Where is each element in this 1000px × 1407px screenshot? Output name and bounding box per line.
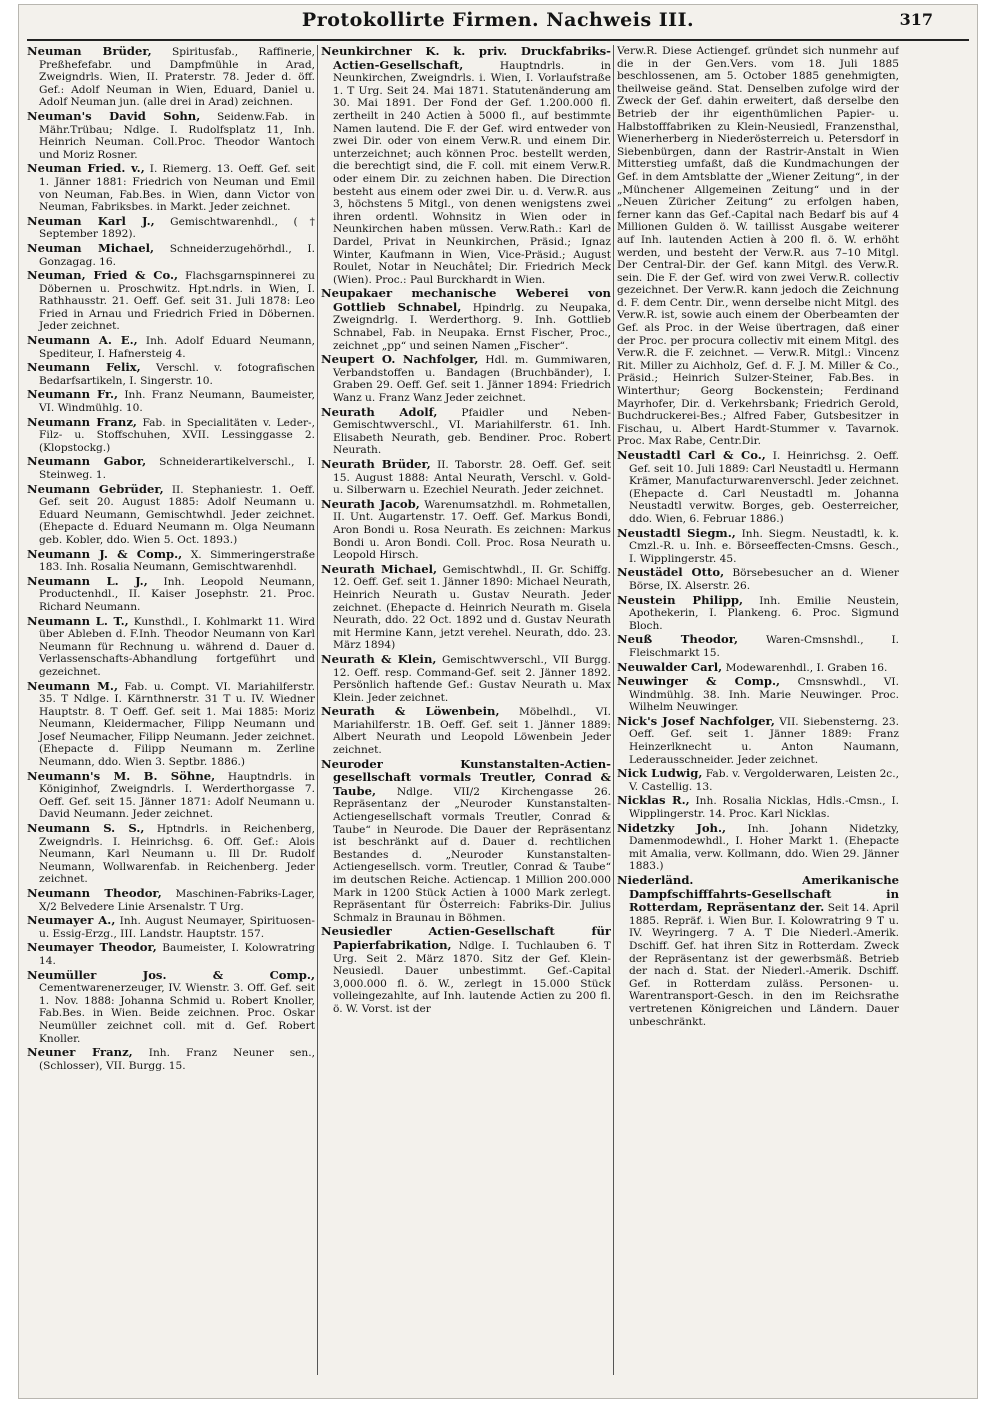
directory-entry xyxy=(321,498,611,562)
entry-text: Flachsgarnspinnerei zu Döbernen u. Proschwitz. Hpt.ndrls. in Wien, I. Rathhausstr. 21. Oeff. Gef. seit 31. Juli 1878: Leo Fried in Arnau und Friedrich Fried in Döbernen. Jeder zeichnet. xyxy=(39,270,315,333)
page-title: Protokollirte Firmen. Nachweis III. xyxy=(301,9,695,31)
directory-entry xyxy=(321,458,611,497)
entry-text: Verw.R. Diese Actiengef. gründet sich nunmehr auf die in der Gen.Vers. vom 18. Juli 1885 beschlossenen, am 5. October 1885 genehmigten, theilweise geänd. Stat. Denselben zufolge wird der Zweck der Gef. dahin erweitert, daß derselbe den Betrieb der ihr eigenthümlichen Papier- u. Halbstofffabriken zu Klein-Neusiedl, Franzensthal, Wienerherberg in Niederösterreich u. Petersdorf in Siebenbürgen, dann der Rastrir-Anstalt in Wien Mitterstieg umfaßt, daß die Kundmachungen der Gef. in dem Amtsblatte der „Wiener Zeitung“, in der „Münchener Allgemeinen Zeitung“ und in der „Neuen Züricher Zeitung“ zu erfolgen haben, ferner kann das Gef.-Capital nach Bedarf bis auf 4 Millionen Gulden ö. W. taillisst Ausgabe weiterer auf Inh. lautenden Actien à 200 fl. ö. W. erhöht werden, und besteht der Verw.R. aus 7–10 Mitgl. Der Central-Dir. der Gef. kann Mitgl. des Verw.R. sein. Die F. der Gef. wird von zwei Verw.R. collectiv gezeichnet. Der Verw.R. kann jedoch die Zeichnung d. F. dem Centr. Dir., wenn derselbe nicht Mitgl. des Verw.R. ist, sowie auch einem der Oberbeamten der Gef. als Proc. in der Weise übertragen, daß einer der Proc. per procura collectiv mit einem Mitgl. des Verw.R. die F. zeichnet. — Verw.R. Mitgl.: Vincenz Rit. Miller zu Aichholz, Gef. d. F. J. M. Miller & Co., Präsid.; Heinrich Sulzer-Steiner, Fab.Bes. in Winterthur; Georg Bockenstein; Ferdinand Mayrhofer, Dir. d. Verkehrsbank; Friedrich Gerold, Buchdruckerei-Bes.; Alfred Faber, Gutsbesitzer in Fischau, u. Albert Hardt-Stummer v. Tavarnok. Proc. Max Rabe, Centr.Dir. xyxy=(617,45,899,448)
column-right xyxy=(617,45,899,1375)
firm-name: Neuman, Fried & Co., xyxy=(27,268,179,283)
firm-name: Neumüller Jos. & Comp., xyxy=(27,967,315,982)
entry-text: Hauptndrls. in Königinhof, Zweigndrls. I. Werderthorgasse 7. Oeff. Gef. seit 15. Jänner 1871: Adolf Neumann u. David Neumann. Jeder zeichnet. xyxy=(39,770,315,821)
directory-entry xyxy=(617,822,899,873)
entry-text: Inh. Emilie Neustein, Apothekerin, I. Plankeng. 6. Proc. Sigmund Bloch. xyxy=(629,594,899,632)
entry-text: Fab. in Specialitäten v. Leder-, Filz- u. Stoffschuhen, XVII. Lessinggasse 2. (Klopstockg.) xyxy=(39,416,315,454)
column-left xyxy=(27,45,315,1375)
entry-text: Spiritusfab., Raffinerie, Preßhefefabr. und Dampfmühle in Arad, Zweigndrls. Wien, II. Praterstr. 78. Jeder d. öff. Gef.: Adolf Neuman in Wien, Eduard, Daniel u. Adolf Neuman jun. (alle drei in Arad) zeichnen. xyxy=(39,46,315,109)
directory-entry xyxy=(27,941,315,967)
directory-entry xyxy=(27,45,315,109)
firm-name: Neuman's David Sohn, xyxy=(27,108,201,123)
firm-name: Neumayer A., xyxy=(27,913,116,928)
firm-name: Neumann A. E., xyxy=(27,333,138,348)
entry-text: Seidenw.Fab. in Mähr.Trübau; Ndlge. I. Rudolfsplatz 11, Inh. Heinrich Neuman. Coll.Proc. Theodor Wantoch und Moriz Rosner. xyxy=(39,110,315,161)
entry-text: Modewarenhdl., I. Graben 16. xyxy=(725,661,888,674)
entry-text: Warenumsatzhdl. m. Rohmetallen, II. Unt. Augartenstr. 17. Oeff. Gef. Markus Bondi, Aron Bondi u. Rosa Neurath. Es zeichnen: Markus Bondi u. Aron Bondi. Coll. Proc. Rosa Neurath u. Leopold Hirsch. xyxy=(333,498,611,562)
firm-name: Neuroder Kunstanstalten-Actien-gesellschaft vormals Treutler, Conrad & Taube, xyxy=(321,756,611,798)
directory-entry xyxy=(321,563,611,652)
firm-name: Neustadtl Siegm., xyxy=(617,525,736,540)
firm-name: Neuner Franz, xyxy=(27,1045,133,1060)
entry-text: Cmsnswhdl., VI. Windmühlg. 38. Inh. Marie Neuwinger. Proc. Wilhelm Neuwinger. xyxy=(629,676,899,714)
entry-text: Inh. August Neumayer, Spirituosen- u. Essig-Erzg., III. Landstr. Hauptstr. 157. xyxy=(39,915,315,940)
firm-name: Neuman Michael, xyxy=(27,240,155,255)
directory-page xyxy=(18,4,978,1399)
entry-text: Schneiderzugehörhdl., I. Gonzagag. 16. xyxy=(39,242,315,268)
directory-entry xyxy=(27,575,315,614)
entry-text: I. Riemerg. 13. Oeff. Gef. seit 1. Jänner 1881: Friedrich von Neuman und Emil von Neuman, Fab.Bes. in Wien, dann Victor von Neuman, Fabriksbes. in Markt. Jeder zeichnet. xyxy=(39,163,315,214)
firm-name: Neuman Karl J., xyxy=(27,213,155,228)
column-divider xyxy=(613,45,614,1375)
directory-entry xyxy=(27,969,315,1046)
directory-entry xyxy=(27,334,315,360)
entry-text: Inh. Siegm. Neustadtl, k. k. Cmzl.-R. u. Inh. e. Börseeffecten-Cmsns. Gesch., I. Wipplingerstr. 45. xyxy=(629,527,899,565)
entry-text: Kunsthdl., I. Kohlmarkt 11. Wird über Ableben d. F.Inh. Theodor Neumann von Karl Neumann für Rechnung u. während d. Dauer d. Verlassenschafts-Abhandlung fortgeführt und gezeichnet. xyxy=(39,615,315,678)
firm-name: Neustädel Otto, xyxy=(617,565,725,580)
entry-text: Hpindrlg. zu Neupaka, Zweigndrlg. I. Werderthorg. 9. Inh. Gottlieb Schnabel, Fab. in Neupaka. Ernst Fischer, Proc., zeichnet „pp“ und seinen Namen „Fischer“. xyxy=(333,301,611,352)
firm-name: Nidetzky Joh., xyxy=(617,820,727,835)
entry-text: Inh. Leopold Neumann, Productenhdl., II. Kaiser Josephstr. 21. Proc. Richard Neumann. xyxy=(39,575,315,613)
entry-text: Maschinen-Fabriks-Lager, X/2 Belvedere Linie Arsenalstr. T Urg. xyxy=(39,888,315,913)
directory-entry xyxy=(617,874,899,1028)
firm-name: Neumayer Theodor, xyxy=(27,940,157,955)
entry-text: Inh. Johann Nidetzky, Damenmodewhdl., I. Hoher Markt 1. (Ehepacte mit Amalia, verw. Kollmann, ddo. Wien 29. Jänner 1883.) xyxy=(629,822,899,873)
firm-name: Nicklas R., xyxy=(617,793,690,808)
firm-name: Neumann Gebrüder, xyxy=(27,481,164,496)
header-rule xyxy=(27,39,969,41)
directory-entry xyxy=(27,416,315,455)
firm-name: Neumann M., xyxy=(27,678,118,693)
entry-text: Gemischtwarenhdl., († September 1892). xyxy=(39,215,315,241)
firm-name: Neupakaer mechanische Weberei von Gottlieb Schnabel, xyxy=(321,286,611,314)
directory-entry xyxy=(27,361,315,387)
entry-text: Fab. u. Compt. VI. Mariahilferstr. 35. T Ndlge. I. Kärnthnerstr. 31 T u. IV. Wiedner Hauptstr. 8. T Oeff. Gef. seit 1. Mai 1885: Moriz Neumann, Kleidermacher, Filipp Neumann und Josef Neumacher, Filipp Neumann. Jeder zeichnet. (Ehepacte d. Filipp Neumann m. Zerline Neumann, ddo. Wien 3. Septbr. 1886.) xyxy=(39,680,315,769)
directory-entry xyxy=(27,548,315,574)
firm-name: Neurath & Klein, xyxy=(321,651,437,666)
entry-text: Ndlge. VII/2 Kirchengasse 26. Repräsentanz der „Neuroder Kunstanstalten-Actiengesellschaft vormals Treutler, Conrad & Taube“ in Neurode. Die Dauer der Repräsentanz ist beschränkt auf d. Dauer d. rechtlichen Bestandes d. „Neuroder Kunstanstalten-Actiengesellsch. vorm. Treutler, Conrad & Taube“ im deutschen Reiche. Actiencap. 1 Million 200.000 Mark in 1200 Stück Actien à 1000 Mark zerlegt. Repräsentant für Österreich: Fabriks-Dir. Julius Schmalz in Braunau in Böhmen. xyxy=(333,785,611,924)
directory-entry xyxy=(27,887,315,913)
firm-name: Neuman Fried. v., xyxy=(27,161,145,176)
entry-text: I. Heinrichsg. 2. Oeff. Gef. seit 10. Juli 1889: Carl Neustadtl u. Hermann Krämer, Manufacturwarenverschl. Jeder zeichnet. (Ehepacte d. Carl Neustadtl m. Johanna Neustadtl verwitw. Borges, geb. Oesterreicher, ddo. Wien, 6. Februar 1886.) xyxy=(629,450,899,525)
directory-entry xyxy=(27,770,315,821)
directory-entry xyxy=(321,653,611,704)
entry-text: VII. Siebensterng. 23. Oeff. Gef. seit 1. Jänner 1889: Franz Heinzerlknecht u. Anton Naumann, Lederausschneider. Jeder zeichnet. xyxy=(629,715,899,766)
directory-entry xyxy=(321,705,611,756)
firm-name: Neumann's M. B. Söhne, xyxy=(27,768,216,783)
entry-text: Hdl. m. Gummiwaren, Verbandstoffen u. Bandagen (Bruchbänder), I. Graben 29. Oeff. Gef. seit 1. Jänner 1894: Friedrich Wanz u. Franz Wanz Jeder zeichnet. xyxy=(333,354,611,405)
firm-name: Neurath Adolf, xyxy=(321,404,438,419)
entry-text: II. Stephaniestr. 1. Oeff. Gef. seit 20. August 1885: Adolf Neumann u. Eduard Neumann, Gemischtwhdl. Jeder zeichnet. (Ehepacte d. Eduard Neumann m. Olga Neumann geb. Kobler, ddo. Wien 5. Oct. 1893.) xyxy=(39,483,315,546)
entry-text: Inh. Franz Neuner sen., (Schlosser), VII. Burgg. 15. xyxy=(39,1047,315,1072)
entry-text: Börsebesucher an d. Wiener Börse, IX. Alserstr. 26. xyxy=(629,567,899,592)
directory-entry xyxy=(617,566,899,592)
firm-name: Neuwinger & Comp., xyxy=(617,674,781,689)
directory-entry xyxy=(617,661,899,675)
firm-name: Neumann J. & Comp., xyxy=(27,546,183,561)
entry-text: Schneiderartikelverschl., I. Steinweg. 1. xyxy=(39,456,315,481)
directory-entry xyxy=(27,242,315,268)
entry-text: Fab. v. Vergolderwaren, Leisten 2c., V. Castellig. 13. xyxy=(629,768,899,793)
directory-entry xyxy=(321,45,611,286)
firm-name: Neuman Brüder, xyxy=(27,45,152,58)
directory-entry xyxy=(617,794,899,820)
directory-entry xyxy=(617,527,899,566)
firm-name: Neumann L. J., xyxy=(27,573,148,588)
firm-name: Neumann Gabor, xyxy=(27,454,147,469)
entry-text: Gemischtwverschl., VII Burgg. 12. Oeff. resp. Command-Gef. seit 2. Jänner 1892. Persönlich haftende Gef.: Gustav Neurath u. Max Klein. Jeder zeichnet. xyxy=(333,653,611,704)
firm-name: Neustadtl Carl & Co., xyxy=(617,448,766,462)
firm-name: Nick Ludwig, xyxy=(617,766,703,781)
firm-name: Neuwalder Carl, xyxy=(617,659,723,674)
entry-text: Inh. Franz Neumann, Baumeister, VI. Windmühlg. 10. xyxy=(39,389,315,415)
directory-entry xyxy=(617,45,899,448)
entry-text: Inh. Adolf Eduard Neumann, Spediteur, I. Hafnersteig 4. xyxy=(39,335,315,360)
firm-name: Neurath Jacob, xyxy=(321,496,420,511)
directory-entry xyxy=(617,449,899,526)
firm-name: Neurath & Löwenbein, xyxy=(321,704,500,719)
firm-name: Neurath Michael, xyxy=(321,561,438,576)
directory-entry xyxy=(27,1046,315,1072)
firm-name: Neustein Philipp, xyxy=(617,592,743,607)
directory-entry xyxy=(617,767,899,793)
page-header xyxy=(19,5,977,39)
column-divider xyxy=(317,45,318,1375)
directory-entry xyxy=(27,215,315,241)
directory-entry xyxy=(27,455,315,481)
directory-entry xyxy=(321,925,611,1015)
entry-text: Seit 14. April 1885. Repräf. i. Wien Bur. I. Kolowratring 9 T u. IV. Weyringerg. 7 A. T Die Niederl.-Amerik. Dschiff. Gef. hat ihren Sitz in Rotterdam. Zweck der Repräsentanz ist der gewerbsmäß. Betrieb der nach d. Stat. der Niederl.-Amerik. Dschiff. Gef. in Rotterdam zuläss. Personen- u. Warentransport-Gesch. in den im Reichsrathe vertretenen Königreichen und Ländern. Dauer unbeschränkt. xyxy=(629,902,899,1028)
entry-text: Waren-Cmsnshdl., I. Fleischmarkt 15. xyxy=(629,634,899,659)
directory-entry xyxy=(27,483,315,547)
firm-name: Neunkirchner K. k. priv. Druckfabriks-Actien-Gesellschaft, xyxy=(321,45,611,72)
firm-name: Neumann Theodor, xyxy=(27,886,162,900)
directory-entry xyxy=(27,269,315,333)
firm-name: Neumann L. T., xyxy=(27,613,129,628)
directory-entry xyxy=(27,615,315,679)
directory-entry xyxy=(617,675,899,714)
entry-text: Hauptndrls. in Neunkirchen, Zweigndrls. i. Wien, I. Vorlaufstraße 1. T Urg. Seit 24. Mai 1871. Statutenänderung am 30. Mai 1891. Der Fond der Gef. 1.200.000 fl. zertheilt in 240 Actien à 5000 fl., auf bestimmte Namen lautend. Die F. der Gef. wird entweder von zwei Dir. oder von einem Verw.R. und einem Dir. unterzeichnet; auch können Proc. bestellt werden, die berechtigt sind, die F. coll. mit einem Verw.R. oder einem Dir. zu zeichnen haben. Die Direction besteht aus einem oder zwei Dir. u. d. Verw.R. aus 3, höchstens 5 Mitgl., von denen wenigstens zwei ihren ordentl. Wohnsitz in Wien oder in Neunkirchen haben müssen. Verw.Rath.: Karl de Dardel, Privat in Neunkirchen, Präsid.; Ignaz Winter, Kaufmann in Wien, Vice-Präsid.; August Roulet, Notar in Neuchâtel; Dir. Friedrich Meck (Wien). Proc.: Paul Burckhardt in Wien. xyxy=(333,59,611,286)
directory-entry xyxy=(321,287,611,352)
entry-text: Hptndrls. in Reichenberg, Zweigndrls. I. Heinrichsg. 6. Off. Gef.: Alois Neumann, Karl Neumann u. Ill Dr. Rudolf Neumann, Wollwarenfab. in Reichenberg. Jeder zeichnet. xyxy=(39,823,315,886)
firm-name: Neumann S. S., xyxy=(27,821,145,836)
entry-text: Pfaidler und Neben-Gemischtwverschl., VI. Mariahilferstr. 61. Inh. Elisabeth Neurath, geb. Bendiner. Proc. Robert Neurath. xyxy=(333,406,611,457)
directory-entry xyxy=(27,680,315,769)
firm-name: Neumann Franz, xyxy=(27,414,137,429)
firm-name: Neusiedler Actien-Gesellschaft für Papierfabrikation, xyxy=(321,924,611,952)
directory-entry xyxy=(617,594,899,633)
directory-entry xyxy=(617,633,899,659)
entry-text: Inh. Rosalia Nicklas, Hdls.-Cmsn., I. Wipplingerstr. 14. Proc. Karl Nicklas. xyxy=(629,795,899,821)
entry-text: Verschl. v. fotografischen Bedarfsartikeln, I. Singerstr. 10. xyxy=(39,362,315,387)
directory-entry xyxy=(27,388,315,414)
directory-entry xyxy=(27,914,315,940)
directory-entry xyxy=(27,162,315,213)
firm-name: Neupert O. Nachfolger, xyxy=(321,352,479,367)
page-number: 317 xyxy=(899,10,933,29)
directory-entry xyxy=(321,758,611,925)
entry-text: II. Taborstr. 28. Oeff. Gef. seit 15. August 1888: Antal Neurath, Verschl. v. Gold- u. Silberwarn u. Ezechiel Neurath. Jeder zeichnet. xyxy=(333,459,611,497)
entry-text: Baumeister, I. Kolowratring 14. xyxy=(39,942,315,967)
column-middle xyxy=(321,45,611,1375)
firm-name: Niederländ. Amerikanische Dampfschifffahrts-Gesellschaft in Rotterdam, Repräsentanz der. xyxy=(617,873,899,915)
directory-entry xyxy=(321,353,611,404)
directory-entry xyxy=(27,822,315,886)
firm-name: Neumann Felix, xyxy=(27,360,141,375)
entry-text: Gemischtwhdl., II. Gr. Schiffg. 12. Oeff. Gef. seit 1. Jänner 1890: Michael Neurath, Heinrich Neurath u. Gustav Neurath. Jeder zeichnet. (Ehepacte d. Heinrich Neurath m. Gisela Neurath, ddo. 22 Oct. 1892 und d. Gustav Neurath mit Hermine Kann, jetzt verehel. Neurath, ddo. 23. März 1894) xyxy=(333,563,611,652)
directory-entry xyxy=(321,406,611,457)
directory-entry xyxy=(27,110,315,161)
entry-text: Ndlge. I. Tuchlauben 6. T Urg. Seit 2. März 1870. Sitz der Gef. Klein-Neusiedl. Dauer unbestimmt. Gef.-Capital 3,000.000 fl. ö. W., zerlegt in 15.000 Stück volleingezahlte, auf Inh. lautende Actien zu 200 fl. ö. W. Vorst. ist der xyxy=(333,939,611,1015)
firm-name: Neumann Fr., xyxy=(27,387,119,402)
firm-name: Neurath Brüder, xyxy=(321,457,431,471)
entry-text: Möbelhdl., VI. Mariahilferstr. 1B. Oeff. Gef. seit 1. Jänner 1889: Albert Neurath und Leopold Löwenbein Jeder zeichnet. xyxy=(333,706,611,757)
firm-name: Neuß Theodor, xyxy=(617,632,739,647)
firm-name: Nick's Josef Nachfolger, xyxy=(617,713,775,728)
entry-text: Cementwarenerzeuger, IV. Wienstr. 3. Off. Gef. seit 1. Nov. 1888: Johanna Schmid u. Robert Knoller, Fab.Bes. in Wien. Beide zeichnen. Proc. Oskar Neumüller zeichnet coll. mit d. Gef. Robert Knoller. xyxy=(39,982,315,1045)
entry-text: X. Simmeringerstraße 183. Inh. Rosalia Neumann, Gemischtwarenhdl. xyxy=(39,548,315,574)
directory-entry xyxy=(617,715,899,766)
